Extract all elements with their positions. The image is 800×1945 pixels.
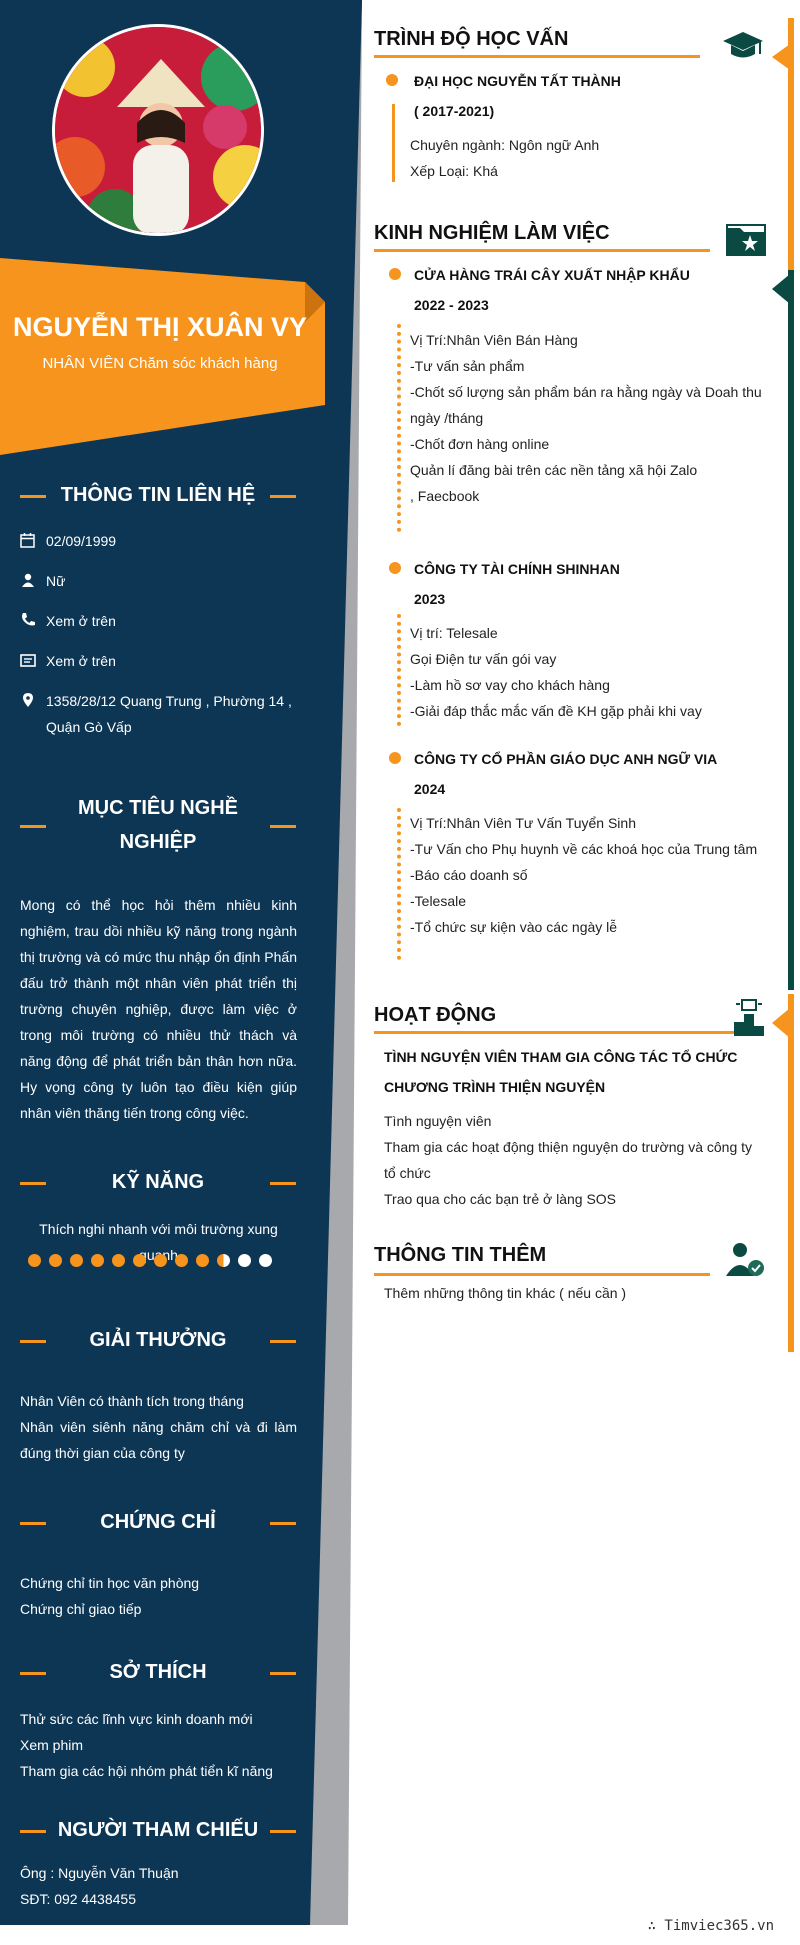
hobby-line-3: Tham gia các hội nhóm phát tiển kĩ năng [20,1763,273,1779]
timeline-dotted-line [397,808,401,960]
activity-heading-line-1: TÌNH NGUYỆN VIÊN THAM GIA CÔNG TÁC TỔ CHỨC [384,1049,738,1065]
skill-rating-dot [196,1254,209,1267]
certificate-line-2: Chứng chỉ giao tiếp [20,1601,142,1617]
email-text: Xem ở trên [46,653,116,669]
job-detail: -Tổ chức sự kiện vào các ngày lễ [410,919,618,935]
section-underline [374,55,700,58]
job-detail: Gọi Điện tư vấn gói vay [410,651,557,667]
activity-detail: Tham gia các hoạt động thiện nguyện do trường và công ty [384,1139,753,1155]
timeline-bullet [389,268,401,280]
skill-rating-dot [217,1254,230,1267]
skill-rating [28,1252,280,1270]
timeline-bar-experience [788,270,794,990]
location-pin-icon [20,692,36,708]
job-detail: -Làm hồ sơ vay cho khách hàng [410,677,610,693]
education-major: Chuyên ngành: Ngôn ngữ Anh [410,137,600,153]
hobbies-section-title: SỞ THÍCH [109,1661,207,1683]
section-underline [374,1273,710,1276]
phone-text: Xem ở trên [46,613,116,629]
contact-section-title: THÔNG TIN LIÊN HỆ [60,484,256,506]
activity-detail: tổ chức [384,1165,431,1181]
school-years: ( 2017-2021) [414,103,495,119]
section-underline [374,249,710,252]
job-detail: -Chốt đơn hàng online [410,436,550,452]
job-detail: ngày /tháng [410,410,484,426]
address-line-1: 1358/28/12 Quang Trung , Phường 14 , [46,693,292,709]
activity-heading-line-2: CHƯƠNG TRÌNH THIỆN NGUYỆN [384,1079,606,1095]
candidate-name: NGUYỄN THỊ XUÂN VY [12,312,308,342]
job-detail: , Faecbook [410,488,480,504]
folder-star-icon [726,222,766,256]
timeline-arrow [772,1008,790,1038]
activities-section-title: HOẠT ĐỘNG [374,1004,497,1026]
objective-title-line-1: MỤC TIÊU NGHỀ [78,797,238,819]
timeline-bullet [389,562,401,574]
address-line-2: Quận Gò Vấp [46,719,132,735]
job-detail: -Báo cáo doanh số [410,867,528,883]
graduation-cap-icon [722,30,764,62]
job-period: 2023 [414,591,446,607]
activity-detail: Trao qua cho các bạn trẻ ở làng SOS [384,1191,617,1207]
gender-text: Nữ [46,573,66,589]
skill-rating-dot [91,1254,104,1267]
skill-rating-dot [70,1254,83,1267]
calendar-icon [20,532,36,548]
job-detail: Quản lí đăng bài trên các nền tảng xã hội Zalo [410,462,698,478]
objective-title-line-2: NGHIỆP [119,831,197,853]
section-underline [374,1031,744,1034]
phone-icon [20,612,36,628]
job-company: CÔNG TY TÀI CHÍNH SHINHAN [414,561,620,577]
skills-section-title: KỸ NĂNG [111,1171,205,1193]
job-company: CỬA HÀNG TRÁI CÂY XUẤT NHẬP KHẨU [414,267,690,283]
skill-rating-dot [175,1254,188,1267]
objective-text: Mong có thể học hỏi thêm nhiều kinh nghiệm, trau dồi nhiều kỹ năng trong ngành thị trường và có mức thu nhập ổn định Phấn đấu trở thành một nhân viên phát triển thị trường chuyên nghiệp, được làm việc ở trong môi trường có nhiều thử thách và năng động để phát triển bản thân hơn nữa. Hy vọng công ty luôn tạo điều kiện giúp nhân viên thăng tiến trong công việc. [20,897,297,1121]
skill-rating-dot [259,1254,272,1267]
user-icon [20,572,36,588]
skill-rating-dot [154,1254,167,1267]
skill-rating-dot [238,1254,251,1267]
skill-rating-dot [133,1254,146,1267]
extra-section-title: THÔNG TIN THÊM [374,1244,547,1266]
job-detail: Vị trí: Telesale [410,625,498,641]
job-period: 2024 [414,781,446,797]
certificates-section-title: CHỨNG CHỈ [100,1511,216,1533]
footer-watermark: ∴ Timviec365.vn [647,1918,774,1934]
job-detail: -Telesale [410,893,467,909]
job-period: 2022 - 2023 [414,297,489,313]
podium-icon [730,998,768,1038]
email-icon [20,652,36,668]
job-detail: Vị Trí:Nhân Viên Tư Vấn Tuyển Sinh [410,815,636,831]
reference-phone: SĐT: 092 4438455 [20,1891,136,1907]
timeline-line [392,104,395,182]
reference-name: Ông : Nguyễn Văn Thuận [20,1865,179,1881]
awards-section-title: GIẢI THƯỞNG [89,1329,227,1351]
job-company: CÔNG TY CỔ PHẦN GIÁO DỤC ANH NGỮ VIA [414,751,718,767]
timeline-bullet [386,74,398,86]
hobby-line-2: Xem phim [20,1737,84,1753]
job-detail: -Chốt số lượng sản phẩm bán ra hằng ngày và Doah thu [410,384,762,400]
timeline-arrow [772,44,790,70]
references-section-title: NGƯỜI THAM CHIẾU [57,1819,259,1841]
job-detail: -Tư vấn sản phẩm [410,358,525,374]
birthday-text: 02/09/1999 [46,533,117,549]
timeline-bar-activities [788,994,794,1352]
award-line-2: Nhân viên siênh năng chăm chỉ và đi làm đúng thời gian của công ty [20,1419,297,1461]
school-name: ĐẠI HỌC NGUYỄN TẤT THÀNH [414,73,621,89]
job-detail: -Giải đáp thắc mắc vấn đề KH gặp phải khi vay [410,703,702,719]
timeline-bullet [389,752,401,764]
timeline-arrow [772,274,790,304]
job-detail: Vị Trí:Nhân Viên Bán Hàng [410,332,578,348]
award-line-1: Nhân Viên có thành tích trong tháng [20,1393,244,1409]
skill-rating-dot [49,1254,62,1267]
skill-rating-dot [28,1254,41,1267]
experience-section-title: KINH NGHIỆM LÀM VIỆC [374,222,610,244]
certificate-line-1: Chứng chỉ tin học văn phòng [20,1575,200,1591]
job-detail: -Tư Vấn cho Phụ huynh về các khoá học của Trung tâm [410,841,758,857]
skill-name: Thích nghi nhanh với môi trường xung [39,1221,278,1237]
timeline-dotted-line [397,614,401,726]
education-grade: Xếp Loại: Khá [410,163,498,179]
extra-text: Thêm những thông tin khác ( nếu cần ) [384,1285,627,1301]
timeline-dotted-line [397,324,401,532]
activity-detail: Tình nguyện viên [384,1113,492,1129]
education-section-title: TRÌNH ĐỘ HỌC VẤN [374,28,569,50]
user-check-icon [726,1240,766,1280]
skill-rating-dot [112,1254,125,1267]
candidate-role: NHÂN VIÊN Chăm sóc khách hàng [42,355,278,372]
profile-photo [52,24,264,236]
hobby-line-1: Thử sức các lĩnh vực kinh doanh mới [20,1711,253,1727]
